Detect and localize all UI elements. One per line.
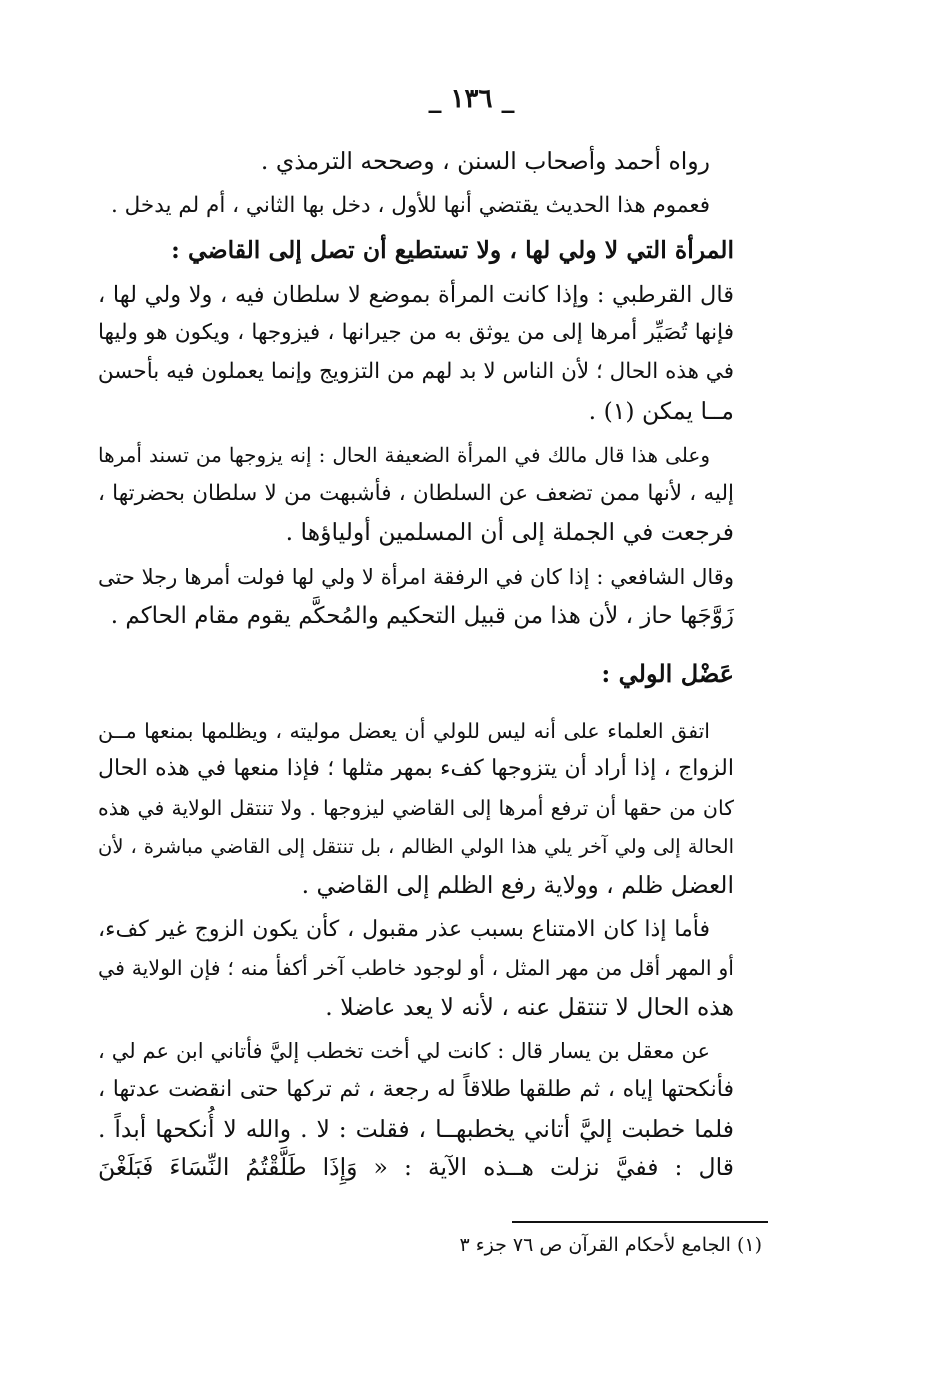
text-line: فلما خطبت إليَّ أتاني يخطبهــا ، فقلت : لا . والله لا أُنكحها أبداً . <box>98 1114 734 1143</box>
text-line: مــا يمكن (١) . <box>588 396 734 425</box>
paragraph <box>98 142 734 181</box>
section-heading <box>98 655 734 694</box>
text-line: هذه الحال لا تنتقل عنه ، لأنه لا يعد عاضلا . <box>325 992 734 1021</box>
paragraph <box>98 1032 734 1186</box>
footnote-divider <box>512 1221 768 1223</box>
paragraph <box>98 276 734 430</box>
text-line: فعموم هذا الحديث يقتضي أنها للأول ، دخل بها الثاني ، أم لم يدخل . <box>110 192 710 218</box>
paragraph <box>98 436 734 552</box>
text-line: زَوَّجَها حاز ، لأن هذا من قبيل التحكيم والمُحكَّم يقوم مقام الحاكم . <box>110 602 734 629</box>
text-line: في هذه الحال ؛ لأن الناس لا بد لهم من التزويج وإنما يعملون فيه بأحسن <box>97 358 734 384</box>
text-line: فأنكحتها إياه ، ثم طلقها طلاقاً له رجعة ، ثم تركها حتى انقضت عدتها ، <box>98 1077 734 1103</box>
text-line: فرجعت في الجملة إلى أن المسلمين أولياؤها . <box>285 518 734 547</box>
text-line: المرأة التي لا ولي لها ، ولا تستطيع أن تصل إلى القاضي : <box>171 236 734 265</box>
text-line: كان من حقها أن ترفع أمرها إلى القاضي ليزوجها . ولا تنتقل الولاية في هذه <box>98 795 734 820</box>
footnote: (١) الجامع لأحكام القرآن ص ٧٦ جزء ٣ <box>459 1234 762 1256</box>
paragraph <box>98 911 734 1027</box>
text-line: اتفق العلماء على أنه ليس للولي أن يعضل موليته ، ويظلمها بمنعها مــن <box>98 718 710 743</box>
subheading <box>98 231 734 270</box>
text-line: قال : ففيَّ نزلت هــذه الآية : « وَإِذَا طَلَّقْتُمُ النِّسَاءَ فَبَلَغْنَ <box>98 1153 734 1182</box>
text-line: فأما إذا كان الامتناع بسبب عذر مقبول ، كأن يكون الزوج غير كفء، <box>98 916 710 942</box>
paragraph <box>98 712 734 905</box>
text-line: رواه أحمد وأصحاب السنن ، وصححه الترمذي . <box>260 147 710 175</box>
text-line: وعلى هذا قال مالك في المرأة الضعيفة الحال : إنه يزوجها من تسند أمرها <box>98 443 710 468</box>
text-line: وقال الشافعي : إذا كان في الرفقة امرأة لا ولي لها فولت أمرها رجلا حتى <box>98 564 734 589</box>
page-number: _ ١٣٦ _ <box>428 84 515 114</box>
paragraph <box>98 558 734 635</box>
text-line: عَضْل الولي : <box>601 659 734 689</box>
body-text <box>98 142 734 1193</box>
text-line: عن معقل بن يسار قال : كانت لي أخت تخطب إليَّ فأتاني ابن عم لي ، <box>98 1039 710 1064</box>
text-line: فإنها تُصَيِّر أمرها إلى من يوثق به من جيرانها ، فيزوجها ، ويكون هو وليها <box>98 320 734 346</box>
text-line: العضل ظلم ، وولاية رفع الظلم إلى القاضي . <box>301 871 734 900</box>
paragraph <box>98 187 734 226</box>
text-line: الحالة إلى ولي آخر يلي هذا الولي الظالم ، بل تنتقل إلى القاضي مباشرة ، لأن <box>98 834 734 858</box>
text-line: الزواج ، إذا أراد أن يتزوجها كفء بمهر مثلها ؛ فإذا منعها في هذه الحال <box>98 756 734 782</box>
text-line: قال القرطبي : وإذا كانت المرأة بموضع لا سلطان فيه ، ولا ولي لها ، <box>98 281 734 308</box>
text-line: أو المهر أقل من مهر المثل ، أو لوجود خاطب آخر أكفأ منه ؛ فإن الولاية في <box>98 956 734 981</box>
text-line: إليه ، لأنها ممن تضعف عن السلطان ، فأشبهت من لا سلطان بحضرتها ، <box>98 480 734 506</box>
